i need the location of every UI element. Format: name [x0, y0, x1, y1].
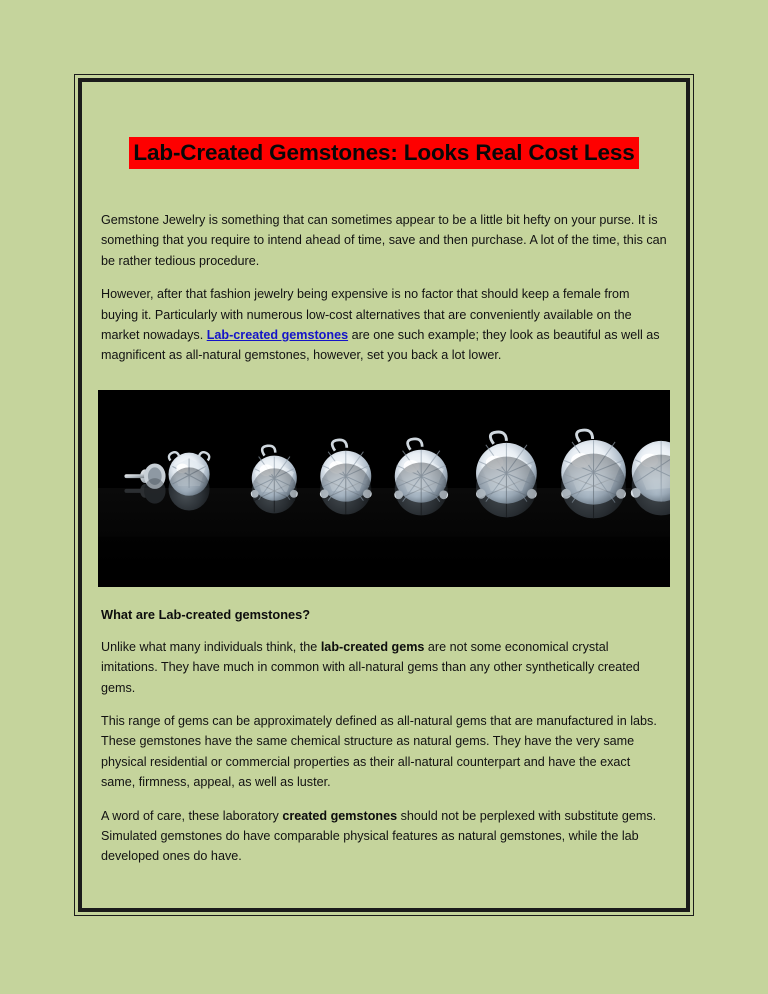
figure-diamond-earrings: [97, 390, 671, 587]
text-run: Gemstone Jewelry is something that can sometimes appear to be a little bit hefty on your purse. It is something that you require to intend ahead of time, save and then purchase. A lot of the time, this can be rather tedious procedure.: [101, 212, 667, 268]
text-run: should not be perplexed with substitute gems. Simulated gemstones do have comparable physical features as natural gemstones, while the lab developed ones do have.: [101, 808, 657, 864]
document-content: [97, 90, 671, 900]
emphasis-text: created gemstones: [282, 808, 398, 823]
section-heading: What are Lab-created gemstones?: [101, 606, 311, 622]
text-run: This range of gems can be approximately defined as all-natural gems that are manufactured in labs. These gemstones have the same chemical structure as natural gems. They have the very same physical residential or commercial properties as their all-natural counterpart and have the exact same, firmness, appeal, as well as luster.: [101, 714, 657, 790]
lab-created-gemstones-link[interactable]: Lab-created gemstones: [206, 327, 349, 342]
document-page-border: [74, 74, 694, 916]
text-run: are one such example; they look as beautiful as well as magnificent as all-natural gemstones, however, set you back a lot lower.: [101, 327, 660, 363]
paragraph-intro-2: [101, 284, 667, 366]
page-title-container: [97, 137, 671, 169]
page-title: Lab-Created Gemstones: Looks Real Cost Less: [129, 137, 638, 169]
figure-image-frame: [98, 390, 670, 587]
text-run: are not some economical crystal imitations. They have much in common with all-natural gems than any other synthetically created gems.: [101, 639, 640, 695]
text-run: Unlike what many individuals think, the: [101, 639, 321, 654]
paragraph-section-2: [101, 711, 667, 793]
text-run: However, after that fashion jewelry being expensive is no factor that should keep a female from buying it. Particularly with numerous low-cost alternatives that are conveniently available on the market nowadays.: [101, 287, 632, 342]
paragraph-section-1: [101, 637, 667, 698]
text-run: A word of care, these laboratory: [101, 808, 283, 823]
document-page-border-inner: [78, 78, 690, 912]
emphasis-text: lab-created gems: [320, 639, 425, 654]
paragraph-intro-1: [101, 210, 667, 271]
paragraph-section-3: [101, 806, 667, 867]
section-body: [97, 637, 671, 867]
diamond-earrings-image: [98, 390, 670, 583]
intro-section: [97, 210, 671, 366]
